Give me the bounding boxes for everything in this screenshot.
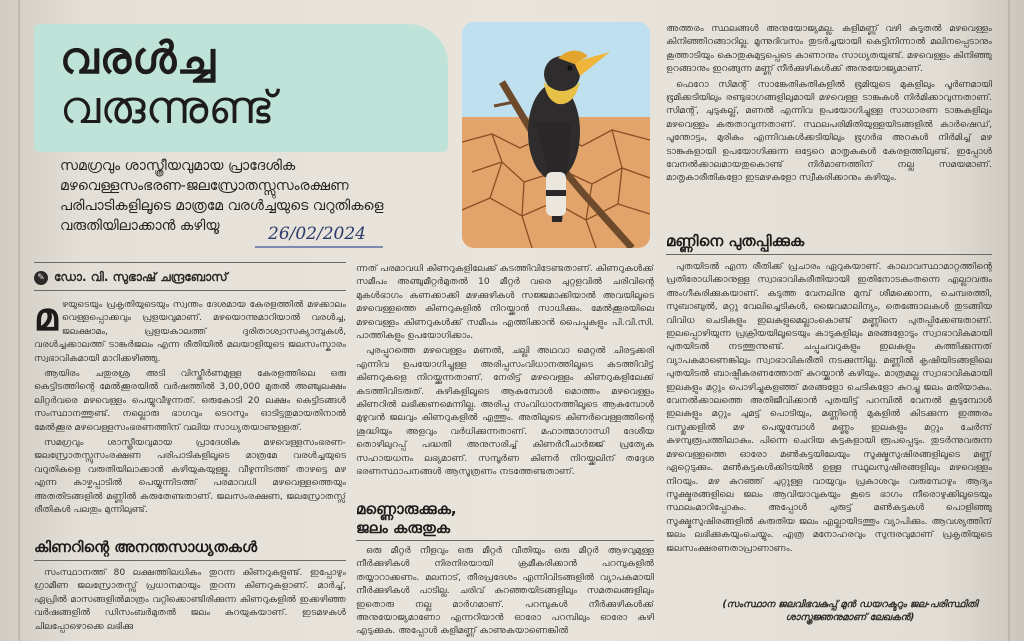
subheading-line: ജലം കരുതുക xyxy=(356,519,451,537)
paragraph: അത്തരം സ്ഥലങ്ങൾ അനുയോജ്യമല്ല. കളിമണ്ണ് വഴി കുടുതൽ മഴവെള്ളം കിനിഞ്ഞിറങ്ങാറില്ല. മൂന്നുദിവസം തുടർച്ചയായി കെട്ടിനിന്നാൽ മലിനപ്പെടാനും കൂത്താടിയും കൊതുകുമുട്ടപ്പെടെ കാണാനും സാധ്യതയുണ്ട്. മഴവെള്ളം കിനിഞ്ഞു ഉറങ്ങാനും ഇറങ്ങുന്ന മണ്ണ് നീർക്കുഴികൾക്ക് അനുയോജ്യമാണ്. xyxy=(666,23,992,75)
date-underline xyxy=(255,246,383,248)
column-2 xyxy=(356,262,654,494)
hornbill-on-dry-branch-icon xyxy=(462,22,650,248)
paragraph: ഒരു മീറ്റർ നീളവും ഒരു മീറ്റർ വീതിയും ഒരു മീറ്റർ ആഴവുമുള്ള നീർക്കുഴികൾ നിരനിരയായി ക്രമീകരിക്കാൻ പറമ്പുകളിൽ തയ്യാറാക്കണം. മലനാട്, തീരപ്രദേശം എന്നിവിടങ്ങളിൽ വ്യാപകമായി നീർക്കുഴികൾ പാടില്ല. ചരിവ് കുറഞ്ഞയിടങ്ങളിലും സമതലങ്ങളിലും ഇതൊരു നല്ല മാർഗമാണ്. പറമ്പുകൾ നീർക്കുഴികൾക്ക് അനുയോജ്യമാണോ എന്നറിയാൻ ഓരോ പറമ്പിലും ഓരോ കുഴി എടുക്കുക. അപ്പോൾ കളിമണ്ണ് കാണുകയാണെങ്കിൽ xyxy=(356,545,654,637)
subheading-mulch: മണ്ണിനെ പുതപ്പിക്കുക xyxy=(666,232,805,250)
column-1-continued xyxy=(34,566,346,638)
paragraph: ഫെറോ സിമന്റ് സാങ്കേതികതികളിൽ ഭൂമിയുടെ മുകളിലും പൂർണമായി ഭൂമിക്കടിയിലും രണ്ടുഭാഗങ്ങളിലുമായി മഴവെള്ള ടാങ്കുകൾ നിർമിക്കാവുന്നതാണ്. സിമന്റ്, ചുടുകല്ല്, മണൽ എന്നിവ ഉപയോഗിച്ചുള്ള സാധാരണ ടാങ്കുകളിലും മഴവെള്ളം കരുതാവുന്നതാണ്. സ്ഥലപരിമിതിയുള്ളയിടങ്ങളിൽ കാർഷെഡ്, പൂന്തോട്ടം, മുരികം എന്നിവകൾക്കടിയിലും ഭൂഗർഭ അറകൾ നിർമിച്ച് മഴ ടാങ്കുകളായി ഉപയോഗിക്കുന്ന ഒട്ടേറെ മാതൃകകൾ കേരളത്തിലുണ്ട്. ഇപ്പോൾ വേനൽക്കാലമായതുകൊണ്ട് നിർമാണത്തിന് നല്ല സമയമാണ്. മാതൃകാരീതികളോ ഇടമഴകളോ സ്വീകരിക്കാനും കഴിയും. xyxy=(666,78,992,184)
headline-line1: വരൾച്ച xyxy=(60,33,216,84)
subheading-wells: കിണറിന്റെ അനന്തസാധ്യതകൾ xyxy=(34,538,258,556)
page-fold xyxy=(1008,0,1010,641)
byline xyxy=(34,270,228,285)
subheading-line: മണ്ണൊരുക്കുക, xyxy=(356,500,457,518)
divider xyxy=(34,560,346,561)
column-1 xyxy=(34,298,346,526)
column-3-continued xyxy=(666,260,992,592)
paragraph: സംസ്ഥാനത്ത് 80 ലക്ഷത്തിലധികം തുറന്ന കിണറുകളുണ്ട്. ഇപ്പോഴും ഗ്രാമീണ ജലസ്രോതസ്സ് പ്രധാനമായും തുറന്ന കിണറുകളാണ്. മാർച്ച്, ഏപ്രിൽ മാസങ്ങളിൽമാത്രം വറ്റിക്കൊണ്ടിരിക്കുന്ന കിണറുകളിൽ ഇക്കഴിഞ്ഞ വർഷങ്ങളിൽ ഡിസംബർമുതൽ ജലം കുറയുകയാണ്. ഇടമഴകൾ ചിലപ്പോഴൊക്കെ ലഭിക്കു xyxy=(34,567,346,632)
drop-cap: മ xyxy=(34,298,58,339)
divider xyxy=(666,254,992,255)
column-3 xyxy=(666,22,992,228)
author-name: ഡോ. വി. സുഭാഷ് ചന്ദ്രബോസ് xyxy=(54,270,228,284)
subheading-soil-water xyxy=(356,500,654,538)
paragraph: സമഗ്രവും ശാസ്ത്രീയവുമായ പ്രാദേശിക മഴവെള്ളസംഭരണ-ജലസ്രോതസ്സുസംരക്ഷണ പരിപാടികളിലൂടെ മാത്രമേ വരൾച്ചയുടെ വറുതികളെ വരുതിയിലാക്കാൻ കഴിയുകയുള്ളൂ. വീഴുന്നിടത്ത് താഴട്ടെ മഴ എന്ന കാഴ്ചപ്പാടിൽ പെയ്യുന്നിടത്ത് പരമാവധി മഴവെള്ളത്തെയും അതതിടങ്ങളിൽ മണ്ണിൽ കരുതേണ്ടതാണ്. ജലസംരക്ഷണ, ജലസ്രോതസ്സ് രീതികൾ പലതും മുന്നിലുണ്ട്. xyxy=(34,437,346,516)
author-credit: (സംസ്ഥാന ജലവിഭവകുപ്പ് മുൻ ഡയറക്ടറും ജല-പരിസ്ഥിതി ശാസ്ത്രജ്ഞനുമാണ് ലേഖകൻ) xyxy=(722,599,978,623)
pen-icon: ✎ xyxy=(34,271,48,285)
divider xyxy=(34,290,346,291)
paragraph: ഴയുടെയും പ്രകൃതിയുടെയും സ്വന്തം ദേശമായ കേരളത്തിൽ മഴക്കാലം വെള്ളപ്പൊക്കവും പ്രളയവുമാണ്. മഴയൊന്നുമാറിയാൽ വരൾച്ച, ജലക്ഷാമം, പ്രളയകാലത്ത് ദുരിതാശ്വാസക്യാമ്പുകൾ, വരൾച്ചക്കാലത്ത് ടാങ്കർജലം എന്ന രീതിയിൽ മലയാളിയുടെ ജലസംസ്കാരം സ്വഭാവികമായി മാറിക്കഴിഞ്ഞു. xyxy=(34,299,346,364)
illustration-svg xyxy=(462,22,650,248)
paragraph: ആയിരം ചതുരശ്ര അടി വിസ്തീർണമുള്ള കേരളത്തിലെ ഒരു കെട്ടിടത്തിന്റെ മേൽക്കൂരയിൽ വർഷത്തിൽ 3,00,000 മുതൽ അഞ്ചുലക്ഷം ലിറ്റർവരെ മഴവെള്ളം പെയ്യുവീഴുന്നത്. ഒരുകോടി 20 ലക്ഷം കെട്ടിടങ്ങൾ സംസ്ഥാനത്തുണ്ട്. നല്ലൊരു ഭാഗവും ടെറസും ഓടിട്ടതുമായതിനാൽ മേൽക്കൂര മഴവെള്ളസംഭരണത്തിന് വലിയ സാധ്യതയാണുള്ളത്. xyxy=(34,368,346,433)
handwritten-date: 26/02/2024 xyxy=(268,224,366,244)
divider xyxy=(34,262,346,263)
column-2-continued xyxy=(356,544,654,638)
paragraph: ന്നത് പരമാവധി കിണറുകളിലേക്ക് കടത്തിവിടേണ്ടതാണ്. കിണറുകൾക്ക് സമീപം അഞ്ചുമീറ്റർമുതൽ 10 മീറ്റർ വരെ ചുറ്റളവിൽ ചരിവിന്റെ മുകൾഭാഗം കണക്കാക്കി മഴക്കുഴികൾ സജ്ജമാക്കിയാൽ അവയിലൂടെ മഴവെള്ളത്തെ കിണറുകളിൽ നിറയ്ക്കാൻ സാധിക്കും. മേൽക്കൂരയിലെ മഴവെള്ളം കിണറുകൾക്ക് സമീപം എത്തിക്കാൻ പൈപ്പുകളും പി.വി.സി. പാത്തികളും ഉപയോഗിക്കാം. xyxy=(356,263,654,342)
standfirst: സമഗ്രവും ശാസ്ത്രീയവുമായ പ്രാദേശിക മഴവെള്ളസംഭരണ-ജലസ്രോതസ്സുസംരക്ഷണ പരിപാടികളിലൂടെ മാത്രമേ വരൾച്ചയുടെ വറുതികളെ വരുതിയിലാക്കാൻ കഴിയൂ xyxy=(60,158,384,234)
divider xyxy=(356,540,654,541)
headline-line2: വരുന്നുണ്ട് xyxy=(60,80,275,134)
paragraph: പുതയിടൽ എന്ന രീതിക്ക് പ്രചാരം ഏറുകയാണ്. കാലാവസ്ഥാമാറ്റത്തിന്റെ പ്രതിരോധിക്കാനുള്ള സ്വാഭാവികരീതിയായി ഇതിനോടകംതന്നെ എല്ലാവരും അംഗീകരിക്കുകയാണ്. കടുത്ത വേനലിനു മുമ്പ് ശീമക്കൊന്ന, ചെമ്പരത്തി, സുബാബുൽ, മറ്റു വേലിച്ചെടികൾ, ജൈവമാലിന്യം, തെങ്ങോലകൾ തുടങ്ങിയ വിവിധ ചെടികളും ഇലകളുമെല്ലാംകൊണ്ട് മണ്ണിനെ പുതപ്പിക്കേണ്ടതാണ്. ഇലപ്പൊഴിയുന്ന പ്രക്രിയയിലൂടെയും കാടുകളിലും മരങ്ങളോടും സ്വാഭാവികമായി പുതയിടൽ നടത്തുന്നുണ്ട്. ചപ്പുചവറുകളും ഇലകളും കത്തിക്കുന്നത് വ്യാപകമാണെങ്കിലും സ്വാഭാവികരീതി നടക്കുന്നില്ല. മണ്ണിൽ കൃഷിയിടങ്ങളിലെ പുതയിടൽ ബാഷ്പീകരണത്തോത് കുറയ്ക്കാൻ കഴിയും. മാത്രമല്ല സ്വാഭാവികമായി ഇലകളും മറ്റും പൊഴിച്ചുകളഞ്ഞ് മരങ്ങളോ ചെടികളോ കുറച്ചു ജലം മതിയാകും. വേനൽക്കാലത്തെ അതിജീവിക്കാൻ പുതയിട്ട് പറമ്പിൽ വേനൽ കൂടുമ്പോൾ ഇലകളും മറ്റും ചുമട്ട് പൊടിയും, മണ്ണിന്റെ മുകളിൽ കിടക്കുന്ന ഇത്തരം വസ്തുക്കളിൽ മഴ പെയ്യുമ്പോൾ മണ്ണും ഇലകളും മറ്റും ചേർന്ന് കുഴമ്പുരൂപത്തിലാകും. പിന്നെ ചെറിയ കട്ടകളായി രൂപപ്പെടും. തുടർന്നുവരുന്ന മഴവെള്ളത്തെ ഓരോ മൺകട്ടയിലേയും സൂക്ഷ്മസുഷിരങ്ങളിലൂടെ മണ്ണ് ഏറ്റെടുക്കും. മൺകട്ടകൾക്കിടയിൽ ഉള്ള സ്ഥൂലസുഷിരങ്ങളിലും മഴവെള്ളം നിറയും. മഴ കുറഞ്ഞ് ചുറ്റുള്ള വായുവും പ്രകാശവും വരുമ്പോഴും ആദ്യം സൂക്ഷ്മരങ്ങളിലെ ജലം ആവിയാവുകയും കൂടെ ഭാഗം നീരൊഴുക്കിലൂടെയും സ്ഥലംമാറിപ്പോകും. അപ്പോൾ ചുരുട്ട് മൺകട്ടകൾ പൊളിഞ്ഞു സൂക്ഷ്മസുഷിരങ്ങളിൽ കരുതിയ ജലം എല്ലായിടത്തും വ്യാപിക്കും. ആവശ്യത്തിന് ജലം ലഭിക്കുകയുംചെയ്യും. എത്ര മനോഹരവും സുന്ദരവുമാണ് പ്രകൃതിയുടെ ജലസംക്ഷരണതാപ്രാണാണം. xyxy=(666,261,992,554)
page-fold xyxy=(18,0,20,641)
paragraph: പുരപ്പുറത്തെ മഴവെള്ളം മണൽ, ചല്ലി അഥവാ മെറ്റൽ ചിരട്ടക്കരി എന്നിവ ഉപയോഗിച്ചുള്ള അരിപ്പസംവിധാനത്തിലൂടെ കടത്തിവിട്ട് കിണറുകളെ നിറയ്ക്കുന്നതാണ്. നേരിട്ട് മഴവെള്ളം കിണറുകളിലേക്ക് കടത്തിവിടരുത്. കുഴികളിലൂടെ ആകുമ്പോൾ മൊത്തം മഴവെള്ളം കിണറിൽ ലഭിക്കണമെന്നില്ല. അരിപ്പ സംവിധാനത്തിലൂടെ ആകുമ്പോൾ മുഴുവൻ ജലവും കിണറുകളിൽ എത്തും. അതിലൂടെ കിണർവെള്ളത്തിന്റെ ശുദ്ധിയും അളവും വർധിക്കുന്നതാണ്. മഹാത്മാഗാന്ധി ദേശീയ തൊഴിലുറപ്പ് പദ്ധതി അനുസരിച്ച് കിണർറീചാർജ്ജ് പ്രത്യേക സഹായധനം ലഭ്യമാണ്. സമ്പൂർണ കിണർ നിറയ്ക്കലിന് തദ്ദേശ ഭരണസ്ഥാപനങ്ങൾ ആസൂത്രണം നടത്തേണ്ടതാണ്. xyxy=(356,345,654,478)
